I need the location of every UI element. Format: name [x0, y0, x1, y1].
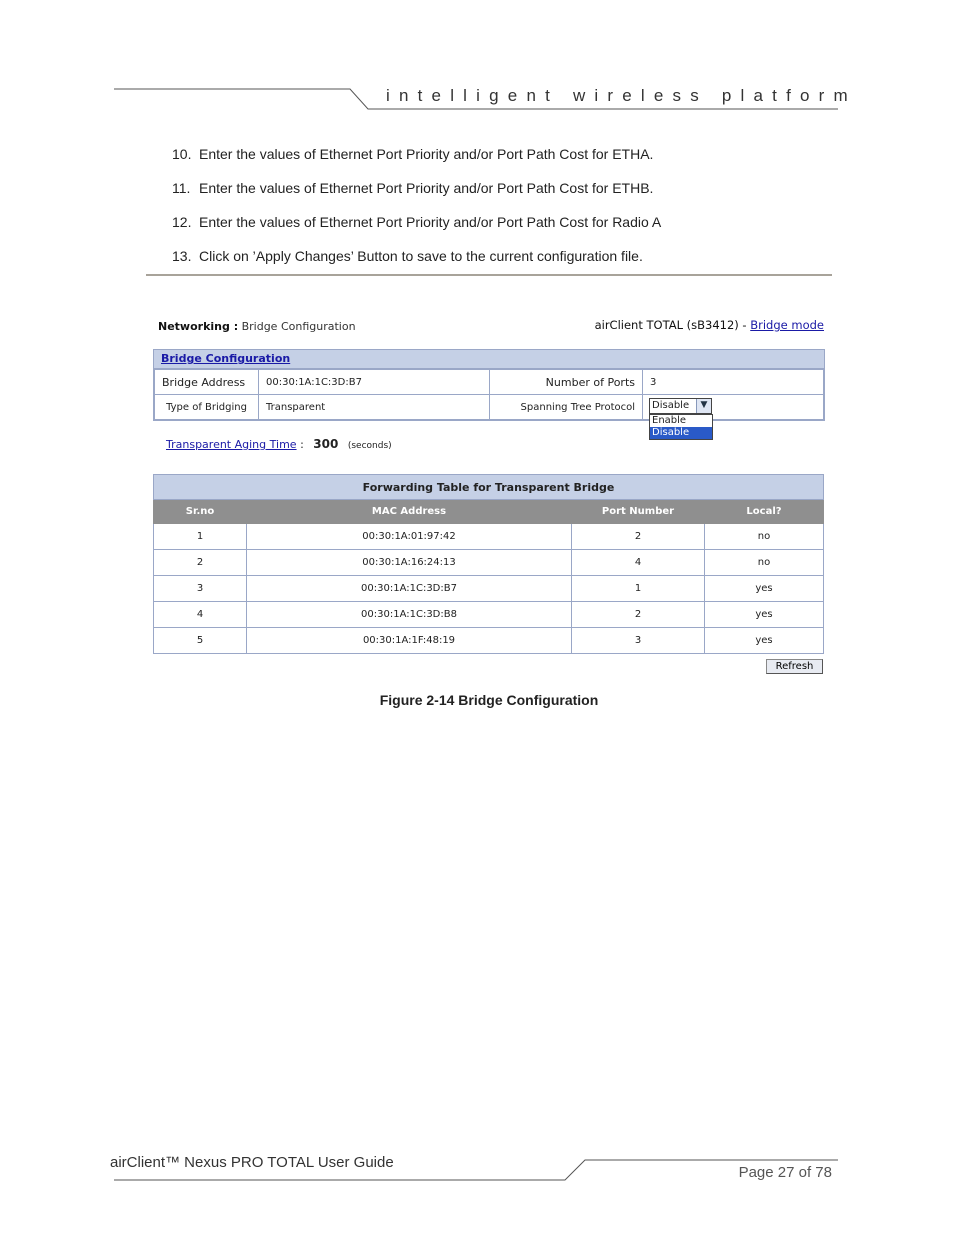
refresh-button[interactable]: Refresh — [766, 659, 823, 674]
bridge-config-table — [154, 369, 824, 420]
chevron-down-icon: ▼ — [696, 399, 711, 413]
stp-label: Spanning Tree Protocol — [490, 395, 643, 420]
aging-time: Transparent Aging Time : 300 (seconds) — [166, 437, 392, 451]
step-item: 11. Enter the values of Ethernet Port Priority and/or Port Path Cost for ETHB. — [172, 180, 654, 196]
bridge-mode-link[interactable]: Bridge mode — [750, 318, 824, 332]
aging-time-unit: (seconds) — [347, 441, 392, 451]
bridging-type-value: Transparent — [259, 395, 490, 420]
forwarding-table — [153, 474, 824, 654]
bridge-address-value: 00:30:1A:1C:3D:B7 — [259, 370, 490, 395]
step-item: 13. Click on ’Apply Changes’ Button to save to the current configuration file. — [172, 248, 643, 264]
column-header: MAC Address — [247, 500, 572, 524]
num-ports-label: Number of Ports — [490, 370, 643, 395]
bridging-type-label: Type of Bridging — [155, 395, 259, 420]
footer-title: airClient™ Nexus PRO TOTAL User Guide — [110, 1154, 394, 1171]
aging-time-value: 300 — [313, 437, 339, 451]
table-row: 5 00:30:1A:1F:48:19 3 yes — [154, 628, 824, 654]
table-row: 4 00:30:1A:1C:3D:B8 2 yes — [154, 602, 824, 628]
device-info: airClient TOTAL (sB3412) - Bridge mode — [594, 318, 824, 332]
column-header: Sr.no — [154, 500, 247, 524]
step-item: 12. Enter the values of Ethernet Port Priority and/or Port Path Cost for Radio A — [172, 214, 662, 230]
step-item: 10. Enter the values of Ethernet Port Priority and/or Port Path Cost for ETHA. — [172, 146, 654, 162]
stp-selected-value: Disable — [652, 400, 690, 411]
column-header: Port Number — [572, 500, 705, 524]
bridge-config-link[interactable]: Bridge Configuration — [161, 352, 291, 365]
bridge-config-panel — [153, 349, 825, 421]
breadcrumb: Networking : Bridge Configuration — [158, 320, 356, 333]
forwarding-table-title: Forwarding Table for Transparent Bridge — [154, 475, 824, 500]
bridge-address-label: Bridge Address — [155, 370, 259, 395]
stp-option-disable[interactable]: Disable — [650, 427, 712, 439]
column-header: Local? — [705, 500, 824, 524]
stp-option-enable[interactable]: Enable — [652, 415, 687, 426]
aging-time-link[interactable]: Transparent Aging Time — [166, 438, 297, 451]
header-tagline: intelligent wireless platform — [386, 86, 857, 105]
num-ports-value: 3 — [643, 370, 824, 395]
stp-select[interactable] — [649, 398, 712, 414]
panel-title — [154, 350, 824, 369]
device-name: airClient TOTAL (sB3412) — [594, 318, 739, 332]
table-row: 3 00:30:1A:1C:3D:B7 1 yes — [154, 576, 824, 602]
figure-caption: Figure 2-14 Bridge Configuration — [379, 692, 599, 708]
table-row: 1 00:30:1A:01:97:42 2 no — [154, 524, 824, 550]
table-row: 2 00:30:1A:16:24:13 4 no — [154, 550, 824, 576]
page-number: Page 27 of 78 — [738, 1164, 832, 1181]
stp-options-list — [649, 414, 713, 440]
